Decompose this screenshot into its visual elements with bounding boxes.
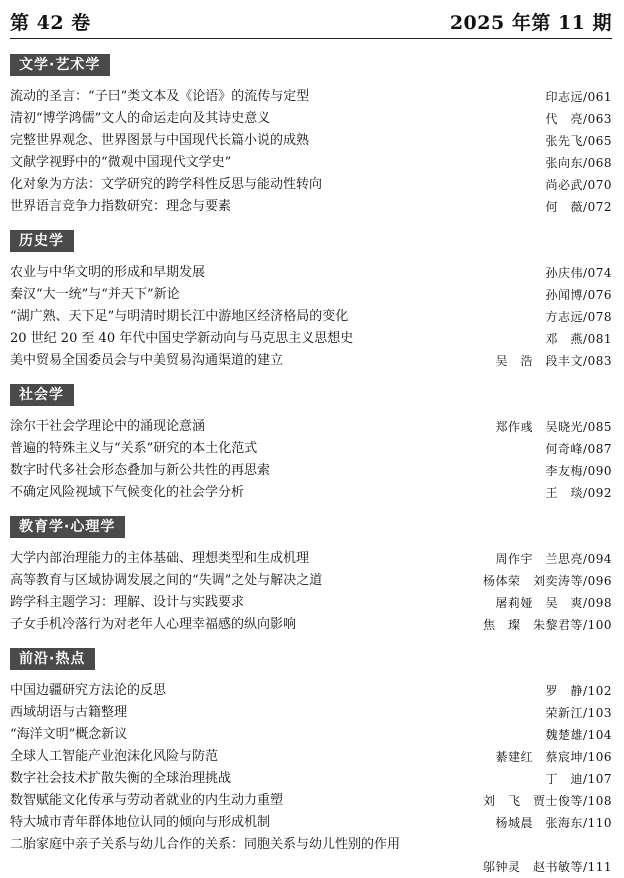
author-page: 罗 静/102 [545,684,612,698]
author-page: 吴 浩 段丰文/083 [495,354,612,368]
article-title: 完整世界观念、世界图景与中国现代长篇小说的成熟 [10,133,310,148]
article-title: 大学内部治理能力的主体基础、理想类型和生成机理 [10,551,310,566]
author-page: 李友梅/090 [545,464,612,478]
author-page: 孙庆伟/074 [545,266,612,280]
article-title: 跨学科主题学习：理解、设计与实践要求 [10,595,245,610]
author-page: 郑作彧 吴晓光/085 [495,420,612,434]
toc-entry[interactable] [10,702,612,724]
toc-entry[interactable] [10,768,612,790]
toc-entry[interactable] [10,262,612,284]
article-title: “湖广熟、天下足”与明清时期长江中游地区经济格局的变化 [10,309,349,324]
article-title: 美中贸易全国委员会与中美贸易沟通渠道的建立 [10,353,284,368]
author-page: 何奇峰/087 [545,442,612,456]
toc-entry[interactable] [10,834,612,878]
toc-entry[interactable] [10,790,612,812]
toc-entry[interactable] [10,196,612,218]
section-heading: 社会学 [10,384,74,406]
author-page: 代 亮/063 [545,112,612,126]
toc-entry[interactable] [10,86,612,108]
author-page: 尚必武/070 [545,178,612,192]
toc-entry[interactable] [10,108,612,130]
article-title: 20 世纪 20 至 40 年代中国史学新动向与马克思主义思想史 [10,331,354,346]
article-title: 农业与中华文明的形成和早期发展 [10,265,206,280]
section-literature-art [10,54,612,218]
article-title: 不确定风险视域下气候变化的社会学分析 [10,485,245,500]
toc-entry[interactable] [10,548,612,570]
author-page: 刘 飞 贾士俊等/108 [483,794,612,808]
toc-entry[interactable] [10,482,612,504]
section-frontier-hotspot [10,648,612,878]
article-title: “海洋文明”概念新议 [10,727,128,742]
toc-entry[interactable] [10,680,612,702]
article-title: 西域胡语与古籍整理 [10,705,128,720]
article-title: 文献学视野中的“微观中国现代文学史” [10,155,232,170]
toc-entry[interactable] [10,812,612,834]
toc-entry[interactable] [10,724,612,746]
article-title: 数智赋能文化传承与劳动者就业的内生动力重塑 [10,793,284,808]
toc-entry[interactable] [10,438,612,460]
author-page: 焦 璨 朱黎君等/100 [483,618,612,632]
section-history [10,230,612,372]
article-title: 特大城市青年群体地位认同的倾向与形成机制 [10,815,271,830]
section-heading: 历史学 [10,230,74,252]
article-title: 全球人工智能产业泡沫化风险与防范 [10,749,219,764]
author-page: 王 琰/092 [545,486,612,500]
author-page: 綦建红 蔡宸坤/106 [495,750,612,764]
author-page: 丁 迪/107 [545,772,612,786]
article-title: 数字时代多社会形态叠加与新公共性的再思索 [10,463,271,478]
author-page: 屠莉娅 吴 爽/098 [495,596,612,610]
section-heading: 前沿·热点 [10,648,95,670]
article-title: 数字社会技术扩散失衡的全球治理挑战 [10,771,232,786]
section-education-psychology [10,516,612,636]
article-title: 世界语言竞争力指数研究：理念与要素 [10,199,232,214]
article-title: 流动的圣言：“子曰”类文本及《论语》的流传与定型 [10,89,310,104]
toc-entry[interactable] [10,746,612,768]
toc-entry[interactable] [10,284,612,306]
volume-label: 第 42 卷 [10,12,91,34]
toc-entry[interactable] [10,592,612,614]
author-page: 何 薇/072 [545,200,612,214]
section-heading: 教育学·心理学 [10,516,125,538]
article-title: 普遍的特殊主义与“关系”研究的本土化范式 [10,441,258,456]
toc-entry[interactable] [10,570,612,592]
article-title: 秦汉“大一统”与“并天下”新论 [10,287,180,302]
toc-entry[interactable] [10,328,612,350]
toc-entry[interactable] [10,350,612,372]
author-page: 邬钟灵 赵书敏等/111 [483,860,612,874]
author-page: 魏楚雄/104 [545,728,612,742]
author-page: 孙闻博/076 [545,288,612,302]
toc-entry[interactable] [10,130,612,152]
toc-entry[interactable] [10,614,612,636]
author-page: 方志远/078 [545,310,612,324]
toc-entry[interactable] [10,416,612,438]
author-page: 张先飞/065 [545,134,612,148]
toc-entry[interactable] [10,306,612,328]
article-title: 高等教育与区域协调发展之间的“失调”之处与解决之道 [10,573,323,588]
article-title: 中国边疆研究方法论的反思 [10,683,167,698]
article-title: 涂尔干社会学理论中的涌现论意涵 [10,419,206,434]
article-title: 清初“博学鸿儒”文人的命运走向及其诗史意义 [10,111,271,126]
issue-label: 2025 年第 11 期 [449,12,612,34]
article-title: 二胎家庭中亲子关系与幼儿合作的关系：同胞关系与幼儿性别的作用 [10,837,401,852]
journal-header [10,2,612,39]
author-page: 荣新江/103 [545,706,612,720]
article-title: 子女手机冷落行为对老年人心理幸福感的纵向影响 [10,617,297,632]
author-page: 杨体荣 刘奕涛等/096 [483,574,612,588]
author-page: 张向东/068 [545,156,612,170]
article-title: 化对象为方法：文学研究的跨学科性反思与能动性转向 [10,177,323,192]
author-page: 印志远/061 [545,90,612,104]
author-page: 杨城晨 张海东/110 [495,816,612,830]
section-sociology [10,384,612,504]
author-page: 邓 燕/081 [545,332,612,346]
table-of-contents [10,54,612,878]
toc-entry[interactable] [10,152,612,174]
toc-entry[interactable] [10,460,612,482]
section-heading: 文学·艺术学 [10,54,110,76]
toc-entry[interactable] [10,174,612,196]
author-page: 周作宇 兰思亮/094 [495,552,612,566]
